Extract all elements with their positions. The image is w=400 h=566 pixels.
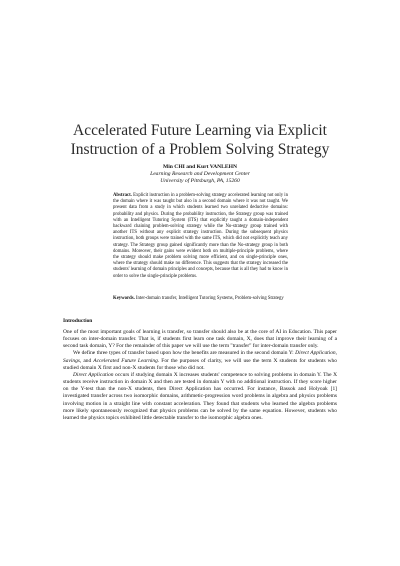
keywords bbox=[113, 296, 288, 302]
paragraph-2-sep-1: , bbox=[335, 350, 337, 357]
title-line-2: Instruction of a Problem Solving Strategy bbox=[70, 141, 330, 158]
abstract-text: Explicit instruction in a problem-solving strategy accelerated learning not only in the domain where it was taught but also in a second domain where it was not taught. We present data from a study in which students learned two unrelated deductive domains: probability and physics. During the probability instruction, the Strategy group was trained with an Intelligent Tutoring System (ITS) that explicitly taught a domain-independent backward chaining problem-solving strategy while the No-strategy group trained with another ITS without any explicit strategy instruction. During the subsequent physics instruction, both groups were trained with the same ITS, which did not explicitly teach any strategy. The Strategy group gained significantly more than the No-strategy group in both domains. Moreover, their gains were evident both on multiple-principle problems, where the strategy should make problem solving more efficient, and on single-principle ones, where the strategy should make no difference. This suggests that the strategy increased the students' learning of domain principles and concepts, because that is all they had to know in order to solve the single-principle problems. bbox=[113, 193, 288, 279]
introduction-body bbox=[63, 329, 337, 422]
paragraph-2 bbox=[63, 350, 337, 371]
keywords-label: Keywords. bbox=[113, 296, 135, 301]
paragraph-3-text: occurs if studying domain X increases students' competence to solving problems in domain Y. The X students receive instruction in domain X and then are tested in domain Y with no additional instruction. If they score higher on the Y-test than the non-X students, then Direct Application has occurred. For instance, Bassok and Holyoak [1] investigated transfer across two isomorphic domains, arithmetic-progression word problems in algebra and physics problems involving motion in a straight line with constant acceleration. They found that students who learned the algebra problems more likely spontaneously recognized that physics problems can be solved by the same equation. However, students who learned the physics topics exhibited little detectable transfer to the isomorphic algebra ones. bbox=[63, 371, 338, 421]
term-accelerated-future-learning: Accelerated Future Learning bbox=[93, 357, 158, 364]
affiliation-center: Learning Research and Development Center bbox=[150, 171, 250, 178]
keywords-text: Inter-domain transfer, Intelligent Tutoring Systems, Problem-solving Strategy bbox=[135, 296, 284, 301]
paper-title bbox=[40, 121, 360, 159]
term-direct-application: Direct Application bbox=[295, 350, 336, 357]
abstract-label: Abstract. bbox=[113, 193, 132, 198]
paragraph-1: One of the most important goals of learning is transfer, so transfer should also be at the core of AI in Education. This paper focuses on inter-domain transfer. That is, if students first learn one task domain, X, does that improve their learning of a second task domain, Y? For the remainder of this paper we will use the term "transfer" for inter-domain transfer only. bbox=[63, 329, 337, 350]
abstract bbox=[113, 193, 288, 280]
paragraph-2-sep-2: , and bbox=[79, 357, 94, 364]
author-block bbox=[0, 164, 400, 186]
paragraph-3 bbox=[63, 372, 337, 422]
author-names: Min CHI and Kurt VANLEHN bbox=[162, 164, 238, 170]
paragraph-2-text-b: . For the purposes of clarity, we will use the term X students for students who studied domain X first and non-X students for those who did not. bbox=[63, 357, 337, 371]
title-line-1: Accelerated Future Learning via Explicit bbox=[73, 122, 327, 139]
section-heading-introduction: Introduction bbox=[63, 318, 93, 324]
term-direct-application-lead: Direct Application bbox=[73, 371, 114, 378]
term-savings: Savings bbox=[63, 357, 80, 364]
paragraph-2-text-a: We define three types of transfer based upon how the benefits are measured in the second domain Y: bbox=[73, 350, 296, 357]
affiliation-university: University of Pittsburgh, PA, 15260 bbox=[160, 178, 240, 185]
